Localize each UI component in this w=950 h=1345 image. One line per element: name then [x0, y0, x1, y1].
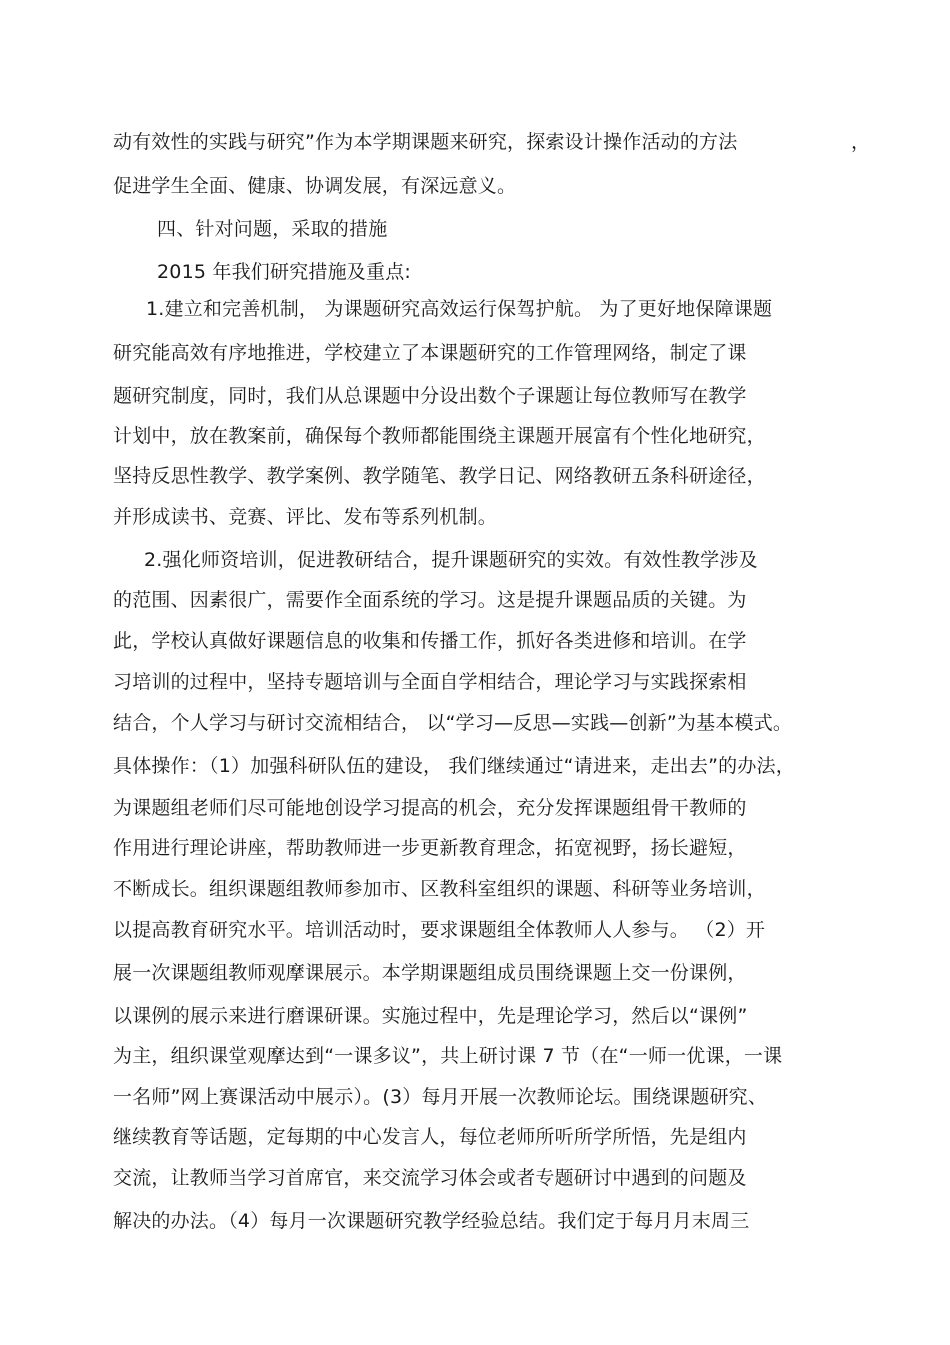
text-line: 1.建立和完善机制， 为课题研究高效运行保驾护航。 为了更好地保障课题 [146, 298, 773, 320]
text-line: 继续教育等话题，定每期的中心发言人，每位老师所听所学所悟，先是组内 [113, 1126, 747, 1148]
text-line: 为主，组织课堂观摩达到“一课多议”，共上研讨课 7 节（在“一师一优课，一课 [113, 1045, 783, 1067]
text-line: 2.强化师资培训，促进教研结合，提升课题研究的实效。有效性教学涉及 [144, 549, 758, 571]
text-line: 并形成读书、竞赛、评比、发布等系列机制。 [113, 506, 498, 528]
text-line: 研究能高效有序地推进，学校建立了本课题研究的工作管理网络，制定了课 [113, 342, 747, 364]
text-line: 展一次课题组教师观摩课展示。本学期课题组成员围绕课题上交一份课例， [113, 962, 747, 984]
text-line: 一名师”网上赛课活动中展示）。(3）每月开展一次教师论坛。围绕课题研究、 [113, 1086, 768, 1108]
text-line: 作用进行理论讲座，帮助教师进一步更新教育理念，拓宽视野，扬长避短， [113, 837, 747, 859]
text-line: 题研究制度，同时，我们从总课题中分设出数个子课题让每位教师写在教学 [113, 385, 747, 407]
text-line: 交流，让教师当学习首席官，来交流学习体会或者专题研讨中遇到的问题及 [113, 1167, 747, 1189]
text-line: 习培训的过程中，坚持专题培训与全面自学相结合，理论学习与实践探索相 [113, 671, 747, 693]
text-line: 解决的办法。（4）每月一次课题研究教学经验总结。我们定于每月月末周三 [113, 1210, 750, 1232]
text-line: 以课例的展示来进行磨课研课。实施过程中，先是理论学习，然后以“课例” [113, 1005, 748, 1027]
text-line: 促进学生全面、健康、协调发展，有深远意义。 [113, 175, 517, 197]
text-line: 的范围、因素很广，需要作全面系统的学习。这是提升课题品质的关键。为 [113, 589, 747, 611]
text-line: 坚持反思性教学、教学案例、教学随笔、教学日记、网络教研五条科研途径， [113, 465, 766, 487]
text-line: 动有效性的实践与研究”作为本学期课题来研究，探索设计操作活动的方法 [113, 131, 738, 153]
text-line: 以提高教育研究水平。培训活动时，要求课题组全体教师人人参与。 （2）开 [113, 919, 766, 941]
text-line: 具体操作：（1）加强科研队伍的建设， 我们继续通过“请进来，走出去”的办法， [113, 755, 795, 777]
section-heading: 四、针对问题，采取的措施 [157, 218, 388, 240]
text-line: 2015 年我们研究措施及重点: [157, 261, 411, 283]
text-line: 为课题组老师们尽可能地创设学习提高的机会，充分发挥课题组骨干教师的 [113, 797, 747, 819]
text-line: 此，学校认真做好课题信息的收集和传播工作，抓好各类进修和培训。在学 [113, 630, 747, 652]
text-line: 不断成长。组织课题组教师参加市、区教科室组织的课题、科研等业务培训， [113, 878, 766, 900]
text-line: 计划中，放在教案前，确保每个教师都能围绕主课题开展富有个性化地研究， [113, 425, 766, 447]
text-line: 结合，个人学习与研讨交流相结合， 以“学习—反思—实践—创新”为基本模式。 [113, 712, 793, 734]
trailing-punctuation: ， [851, 131, 871, 153]
